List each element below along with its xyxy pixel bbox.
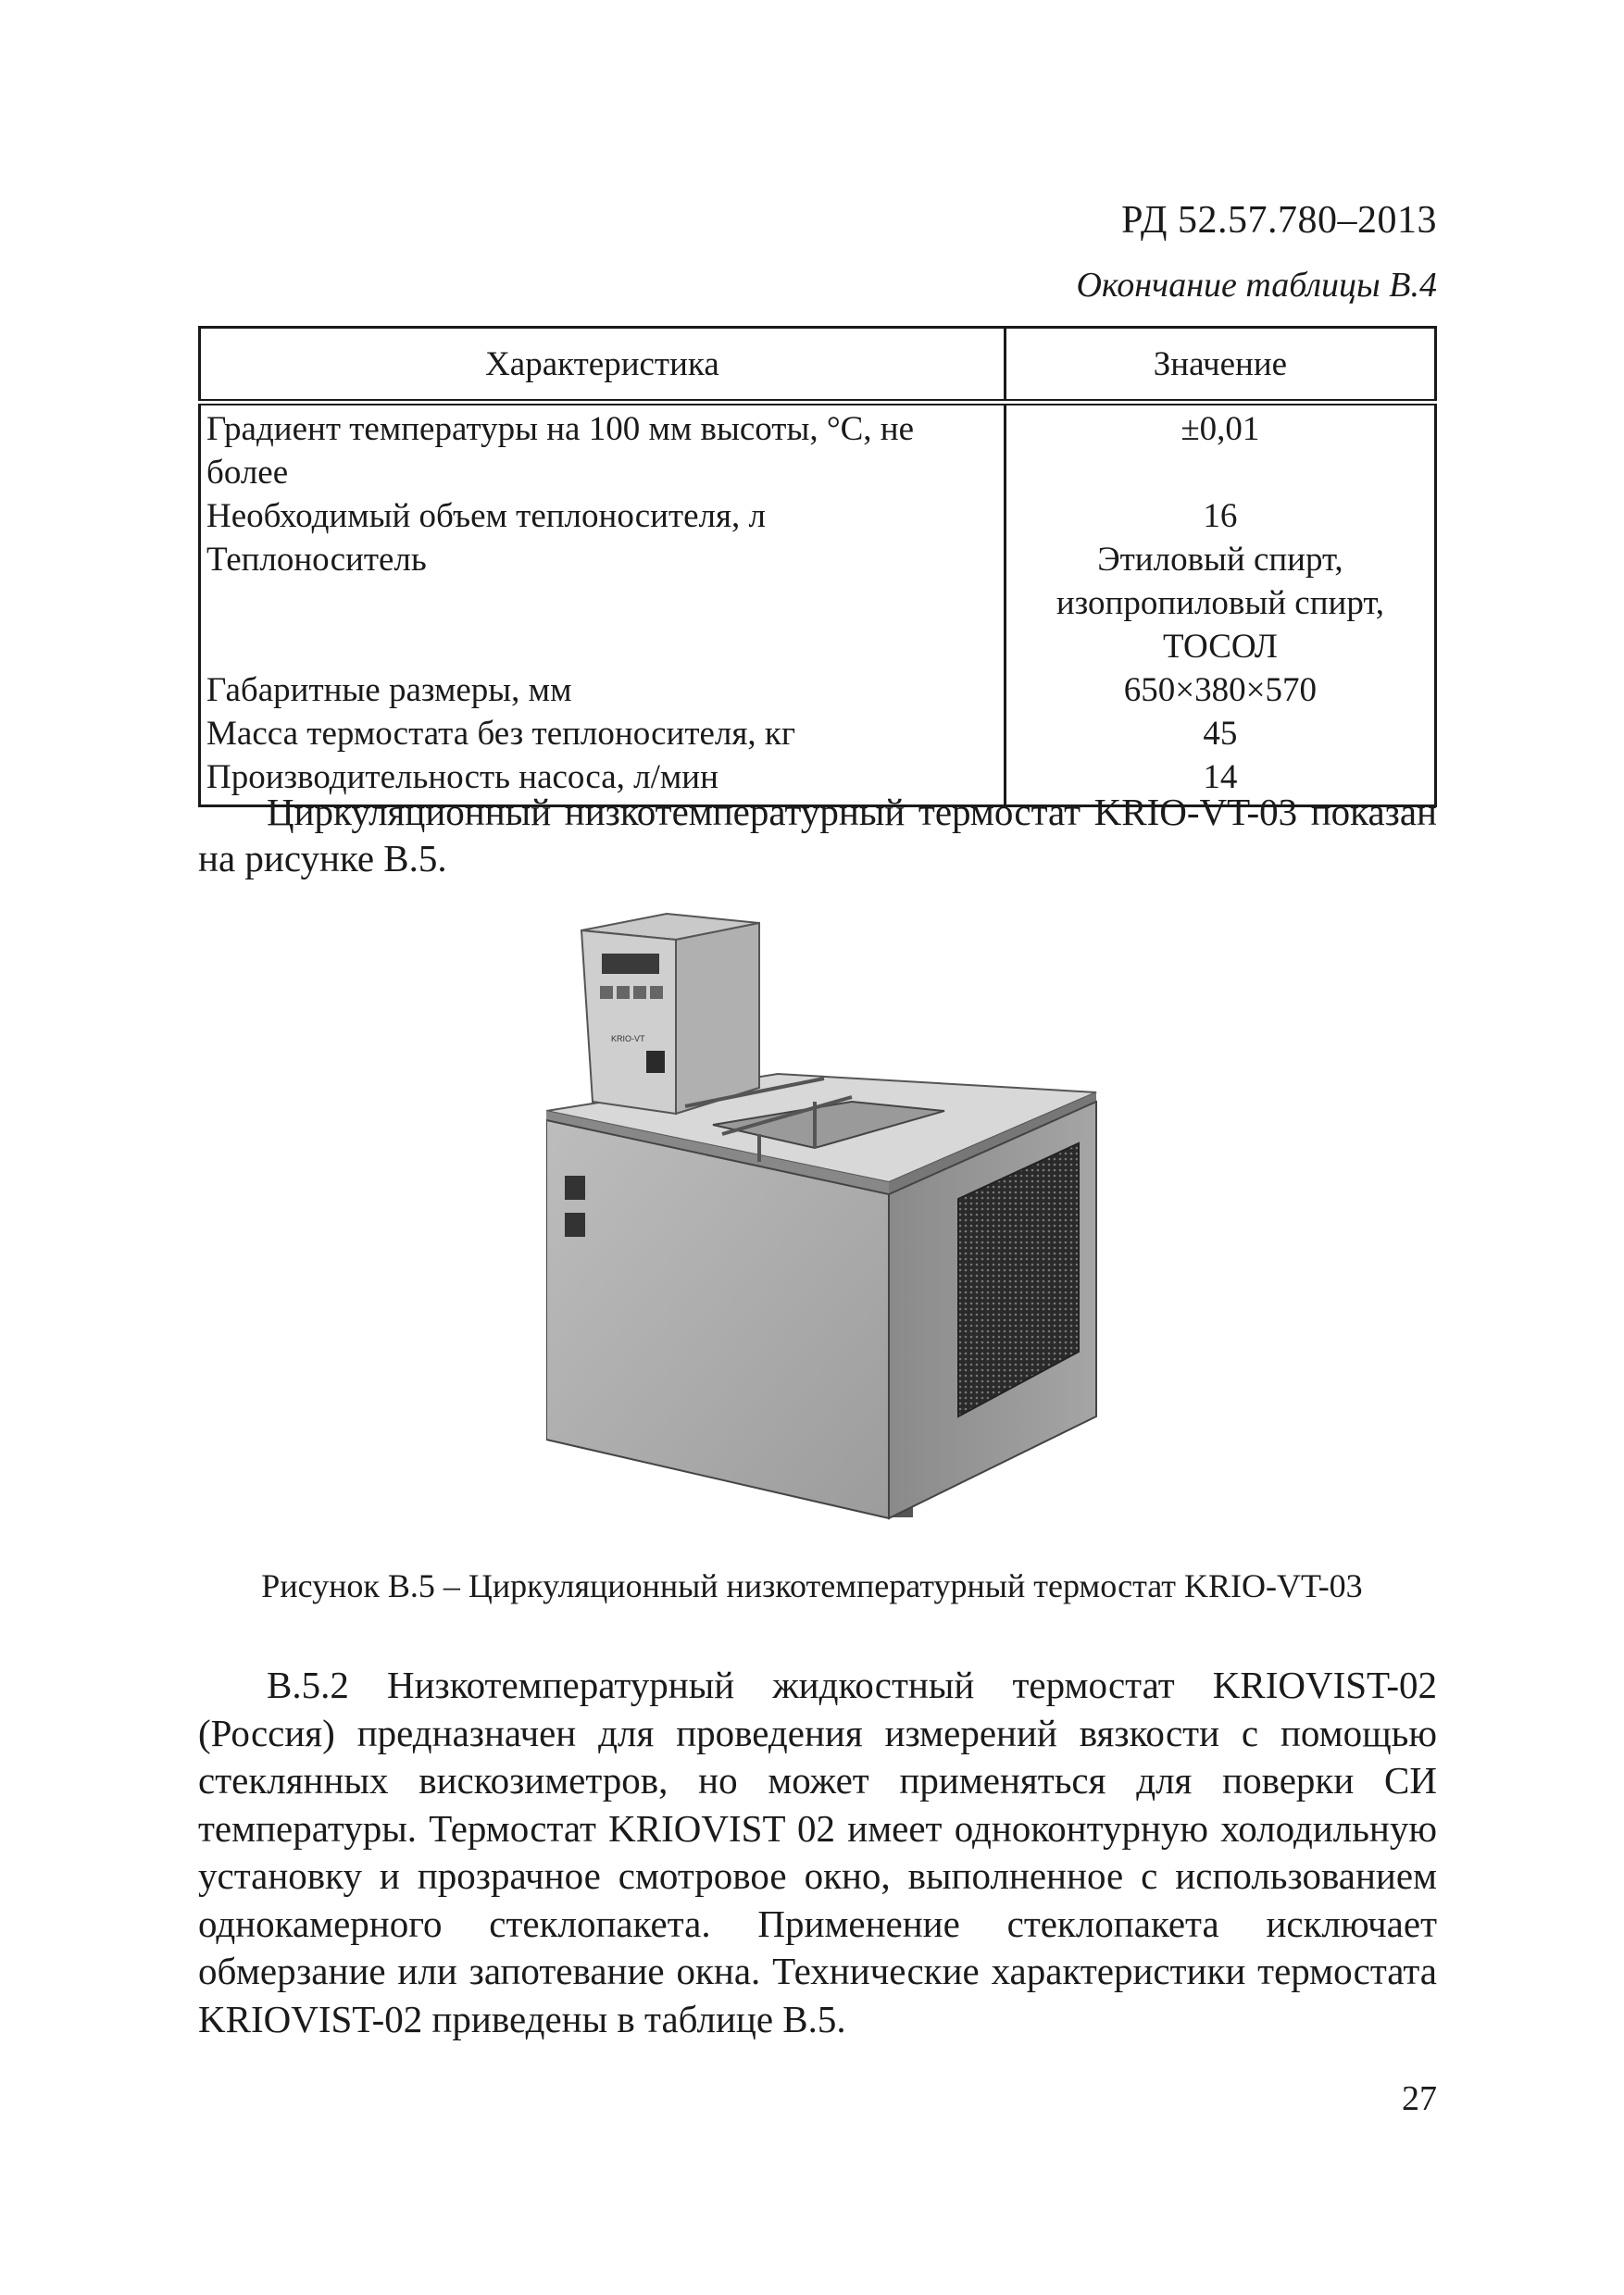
cell-characteristic: Теплоноситель: [200, 538, 1006, 668]
table-header-row: [200, 328, 1436, 403]
paragraph-body: В.5.2 Низкотемпературный жидкостный термостат KRIOVIST-02 (Россия) предназначен для проведения измерений вязкости с помощью стеклянных вискозиметров, но может применяться для поверки СИ температуры. Термостат KRIOVIST 02 имеет одноконтурную холодильную установку и прозрачное смотровое окно, выполненное с использованием однокамерного стеклопакета. Применение стеклопакета исключает обмерзание или запотевание окна. Технические характеристики термостата KRIOVIST-02 приведены в таблице В.5.: [198, 1664, 1437, 2040]
value-line: изопропиловый спирт,: [1056, 584, 1384, 622]
cell-characteristic: Габаритные размеры, мм: [200, 668, 1006, 712]
table-row: [200, 712, 1436, 755]
table-row: [200, 494, 1436, 538]
value-line: ТОСОЛ: [1162, 628, 1278, 666]
spec-table: [198, 326, 1437, 807]
control-button: [633, 986, 646, 999]
table-caption: Окончание таблицы В.4: [1076, 266, 1437, 305]
value-line: Этиловый спирт,: [1097, 541, 1343, 579]
power-switch: [646, 1051, 665, 1073]
cell-characteristic: Необходимый объем теплоносителя, л: [200, 494, 1006, 538]
table-row: [200, 538, 1436, 668]
control-button: [600, 986, 613, 999]
control-button: [617, 986, 630, 999]
cell-value: [1005, 538, 1435, 668]
control-unit-side: [676, 923, 759, 1114]
cell-value: 45: [1005, 712, 1435, 755]
cell-value: 16: [1005, 494, 1435, 538]
page-number: 27: [1402, 2079, 1437, 2118]
cell-characteristic: Градиент температуры на 100 мм высоты, °С, не более: [200, 403, 1006, 495]
display: [602, 954, 659, 974]
front-switch: [565, 1176, 585, 1200]
cell-value: 650×380×570: [1005, 668, 1435, 712]
control-button: [650, 986, 663, 999]
header-characteristic: Характеристика: [200, 328, 1006, 403]
cell-characteristic: Производительность насоса, л/мин: [200, 755, 1006, 806]
front-switch: [565, 1213, 585, 1237]
document-code: РД 52.57.780–2013: [1121, 199, 1437, 242]
device-label: KRIO-VT: [611, 1034, 645, 1043]
cell-value: ±0,01: [1005, 403, 1435, 495]
figure-caption: Рисунок В.5 – Циркуляционный низкотемпературный термостат KRIO-VT-03: [261, 1567, 1363, 1604]
table-row: [200, 668, 1436, 712]
cell-value: 14: [1005, 755, 1435, 806]
thermostat-figure: [546, 912, 1102, 1523]
cell-characteristic: Масса термостата без теплоносителя, кг: [200, 712, 1006, 755]
header-value: Значение: [1005, 328, 1435, 403]
paragraph-intro: Циркуляционный низкотемпературный термостат KRIO-VT-03 показан на рисунке В.5.: [198, 791, 1437, 879]
table-row: [200, 403, 1436, 495]
